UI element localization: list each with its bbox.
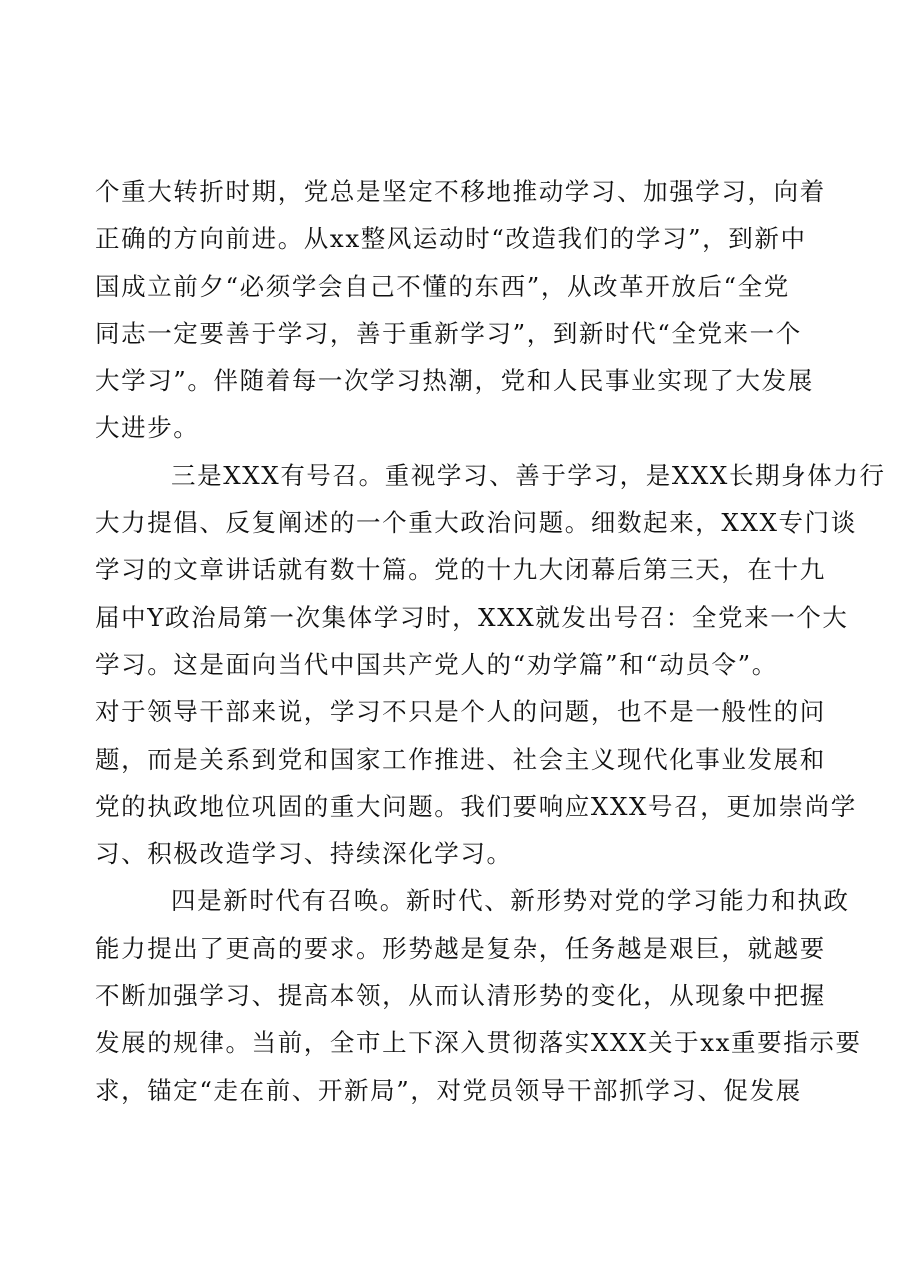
paragraph-first-line: 三是XXX有号召。重视学习、善于学习，是XXX长期身体力行 <box>171 460 886 490</box>
text-line: 不断加强学习、提高本领，从而认清形势的变化，从现象中把握 <box>95 981 826 1011</box>
paragraph-first-line: 四是新时代有召唤。新时代、新形势对党的学习能力和执政 <box>171 886 850 916</box>
text-line: 大力提倡、反复阐述的一个重大政治问题。细数起来，XXX专门谈 <box>95 508 857 538</box>
text-line: 大进步。 <box>95 413 200 443</box>
text-line: 求，锚定“走在前、开新局”，对党员领导干部抓学习、促发展 <box>95 1075 802 1105</box>
text-line: 能力提出了更高的要求。形势越是复杂，任务越是艰巨，就越要 <box>95 933 826 963</box>
text-line: 学习。这是面向当代中国共产党人的“劝学篇”和“动员令”。 <box>95 649 778 679</box>
text-line: 国成立前夕“必须学会自己不懂的东西”，从改革开放后“全党 <box>95 271 790 301</box>
text-line: 学习的文章讲话就有数十篇。党的十九大闭幕后第三天，在十九 <box>95 555 826 585</box>
text-line: 发展的规律。当前，全市上下深入贯彻落实XXX关于xx重要指示要 <box>95 1028 862 1058</box>
document-body <box>95 168 886 1114</box>
text-line: 党的执政地位巩固的重大问题。我们要响应XXX号召，更加崇尚学 <box>95 791 857 821</box>
text-line: 大学习”。伴随着每一次学习热潮，党和人民事业实现了大发展 <box>95 366 814 396</box>
text-line: 同志一定要善于学习，善于重新学习”，到新时代“全党来一个 <box>95 318 802 348</box>
text-line: 个重大转折时期，党总是坚定不移地推动学习、加强学习，向着 <box>95 177 826 206</box>
text-line: 对于领导干部来说，学习不只是个人的问题，也不是一般性的问 <box>95 697 826 727</box>
text-line: 届中Y政治局第一次集体学习时，XXX就发出号召：全党来一个大 <box>95 602 849 632</box>
text-line: 习、积极改造学习、持续深化学习。 <box>95 839 513 869</box>
text-line: 题，而是关系到党和国家工作推进、社会主义现代化事业发展和 <box>95 744 826 774</box>
text-line: 正确的方向前进。从xx整风运动时“改造我们的学习”，到新中 <box>95 224 807 254</box>
